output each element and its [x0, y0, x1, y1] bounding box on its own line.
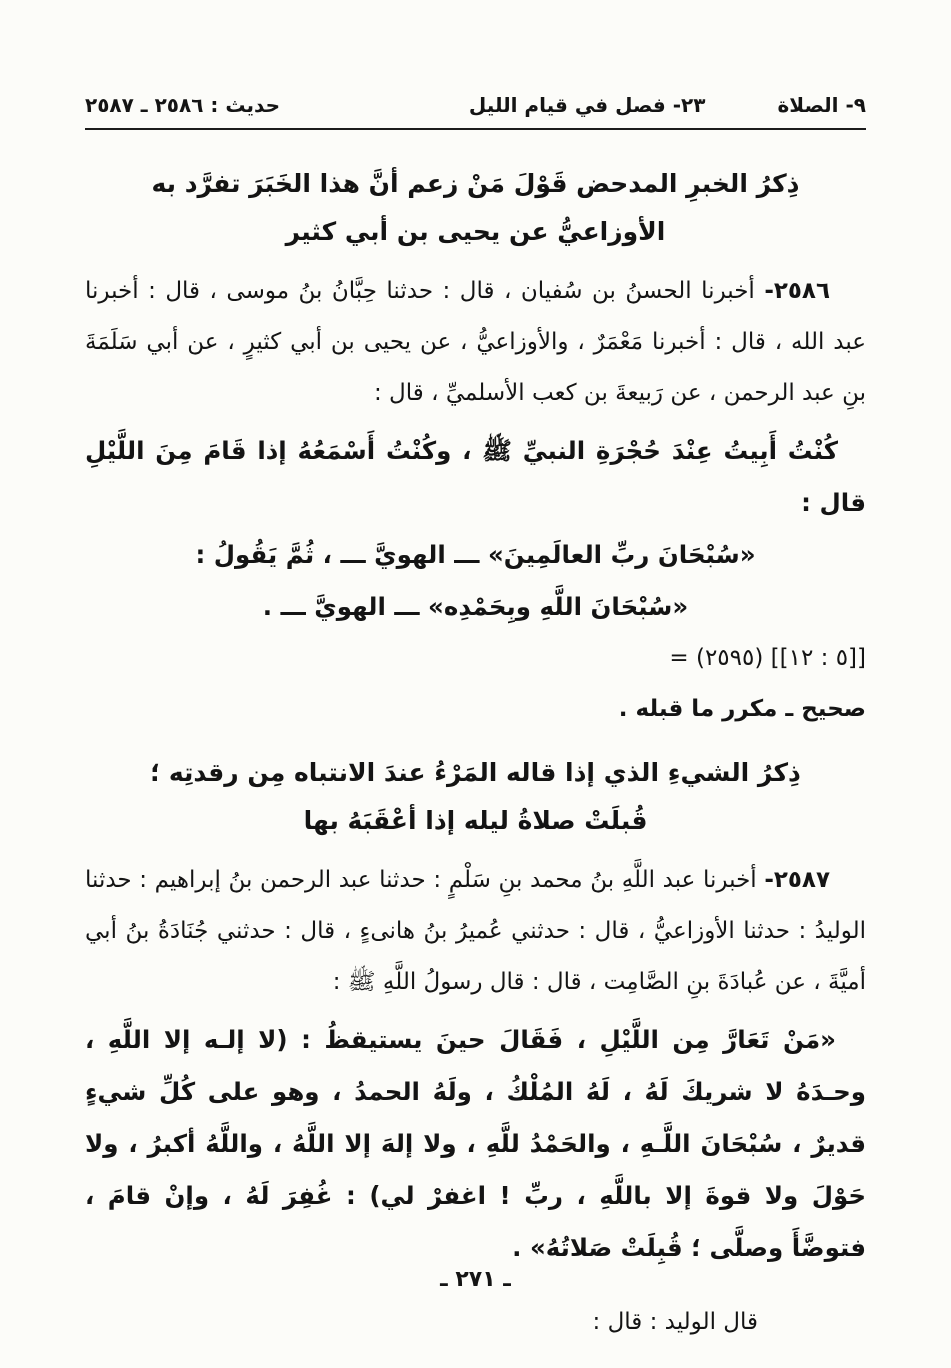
hadith-2586-isnad-text: أخبرنا الحسنُ بن سُفيان ، قال : حدثنا حِبَّانُ بنُ موسى ، قال : أخبرنا عبد الله ، قال : أخبرنا مَعْمَرٌ ، والأوزاعيُّ ، عن يحيى بن أبي كثيرٍ ، عن أبي سَلَمَةَ بنِ عبد الرحمن ، عن رَبيعةَ بن كعب الأسلميِّ ، قال :	[85, 278, 866, 406]
page-number: ـ ٢٧١ ـ	[440, 1267, 511, 1292]
hadith-2586-isnad	[85, 266, 866, 419]
running-header	[85, 0, 866, 118]
section2-title	[85, 749, 866, 845]
book-section-label: ٩- الصلاة	[777, 93, 866, 117]
hadith-2587-postscript: قال الوليد : قال :	[592, 1309, 758, 1335]
section1-title-line2: الأوزاعيُّ عن يحيى بن أبي كثير	[285, 217, 666, 246]
hadith-2586-grading: صحيح ـ مكرر ما قبله .	[618, 696, 866, 722]
header-rule	[85, 128, 866, 130]
running-header-right-group	[469, 92, 866, 118]
section2-title-line1: ذِكرُ الشيءِ الذي إذا قاله المَرْءُ عندَ الانتباه مِن رقدتِه ؛	[150, 758, 801, 787]
section1-title-line1: ذِكرُ الخبرِ المدحض قَوْلَ مَنْ زعم أنَّ هذا الخَبَرَ تفرَّد به	[151, 169, 800, 198]
hadith-2587-number: ٢٥٨٧-	[764, 867, 831, 893]
hadith-2587-isnad	[85, 855, 866, 1008]
hadith-2586-number: ٢٥٨٦-	[764, 278, 831, 304]
section2-title-line2: قُبلَتْ صلاةُ ليله إذا أعْقَبَهُ بها	[303, 806, 648, 835]
chapter-label: ٢٣- فصل في قيام الليل	[468, 93, 706, 117]
hadith-range-label: حديث : ٢٥٨٦ ـ ٢٥٨٧	[85, 93, 280, 117]
hadith-2586-matn-line3: «سُبْحَانَ اللَّهِ وبِحَمْدِه» ـــ الهويَّ ـــ .	[262, 592, 689, 621]
hadith-2587-isnad-text: أخبرنا عبد اللَّهِ بنُ محمد بنِ سَلْمٍ : حدثنا عبد الرحمن بنُ إبراهيم : حدثنا الوليدُ : حدثنا الأوزاعيُّ ، قال : حدثني عُميرُ بنُ هانىءٍ ، قال : حدثني جُنَادَةُ بنُ أبي أميَّةَ ، عن عُبادَةَ بنِ الصَّامِت ، قال : قال رسولُ اللَّهِ ﷺ :	[85, 867, 866, 995]
hadith-2586-cross-reference: [[٥ : ١٢]] (٢٥٩٥) =	[669, 645, 866, 671]
section1-title	[85, 160, 866, 256]
hadith-2586-matn-line2: «سُبْحَانَ ربِّ العالَمِينَ» ـــ الهويَّ ـــ ، ثُمَّ يَقُولُ :	[195, 540, 756, 569]
hadith-2586-matn-line1: كُنْتُ أَبِيتُ عِنْدَ حُجْرَةِ النبيِّ ﷺ ، وكُنْتُ أَسْمَعُهُ إذا قَامَ مِنَ اللَّيْلِ قال :	[85, 436, 866, 517]
hadith-2587-matn: «مَنْ تَعَارَّ مِن اللَّيْلِ ، فَقَالَ حينَ يستيقظُ : (لا إلـه إلا اللَّهِ ، وحـدَهُ لا شريكَ لَهُ ، لَهُ المُلْكُ ، ولَهُ الحمدُ ، وهو على كُلِّ شيءٍ قديرٌ ، سُبْحَانَ اللَّـهِ ، والحَمْدُ للَّهِ ، ولا إلهَ إلا اللَّهُ ، واللَّهُ أكبرُ ، ولا حَوْلَ ولا قوةَ إلا باللَّهِ ، ربِّ ! اغفرْ لي) : غُفِرَ لَهُ ، وإنْ قامَ ، فتوضَّأَ وصلَّى ؛ قُبِلَتْ صَلاتُهُ» .	[85, 1025, 866, 1262]
